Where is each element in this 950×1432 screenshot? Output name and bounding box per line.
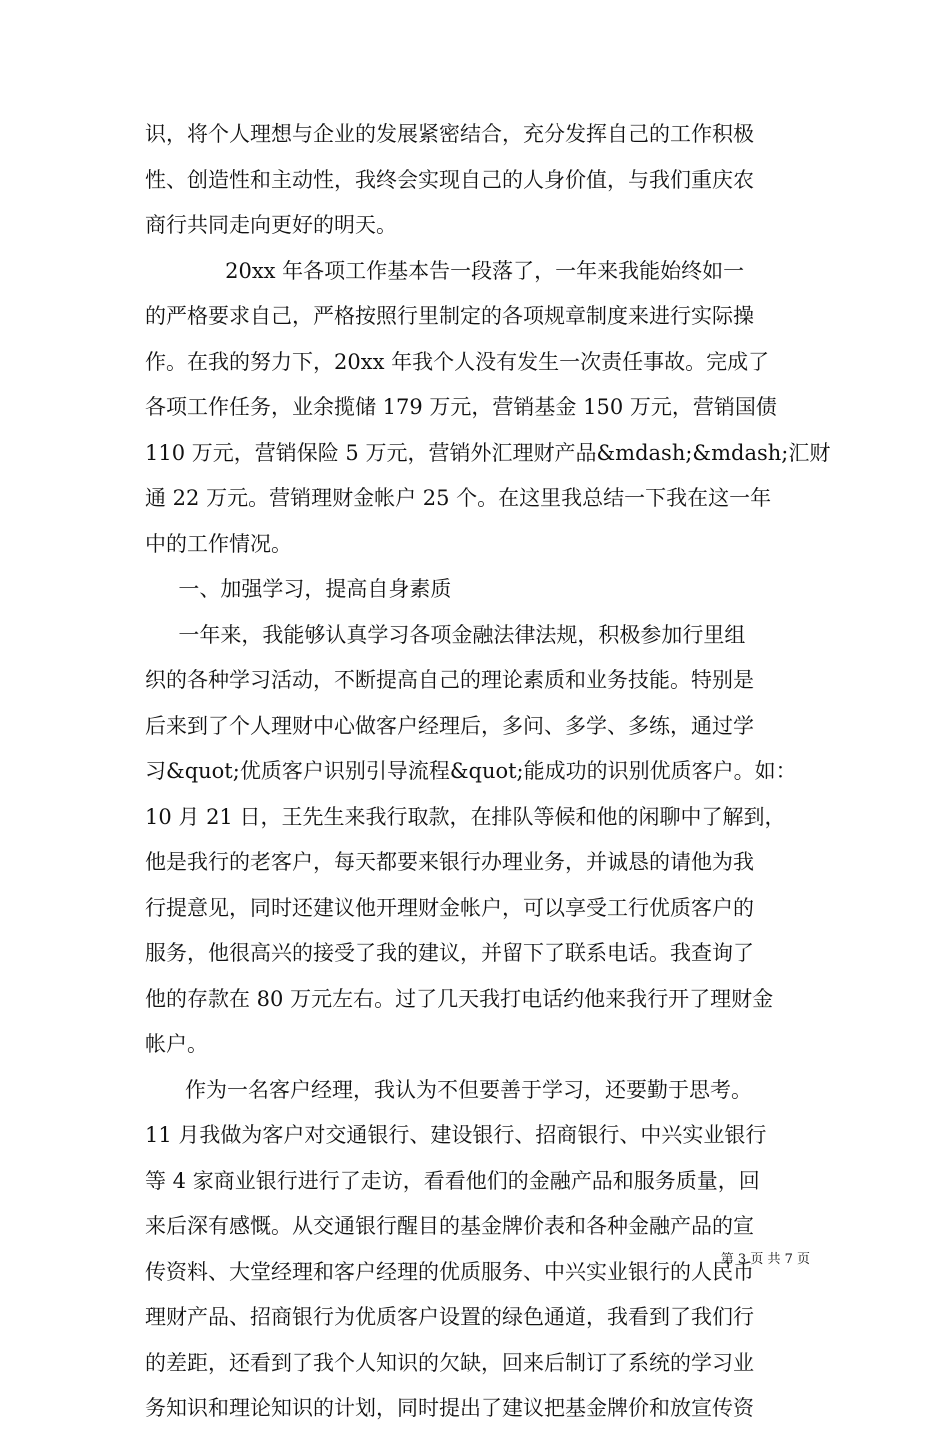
text-line: 他的存款在 80 万元左右。过了几天我打电话约他来我行开了理财金: [145, 986, 774, 1011]
text-line: 性、创造性和主动性，我终会实现自己的人身价值，与我们重庆农: [145, 167, 754, 192]
text-line: 一年来，我能够认真学习各项金融法律法规，积极参加行里组: [145, 622, 746, 647]
text-line: 来后深有感慨。从交通银行醒目的基金牌价表和各种金融产品的宣: [145, 1214, 754, 1238]
page-number-footer: 第 3 页 共 7 页: [720, 1252, 810, 1267]
body-text: [145, 112, 831, 1432]
text-line: 各项工作任务，业余揽储 179 万元，营销基金 150 万元，营销国债: [145, 395, 777, 419]
text-line: 的差距，还看到了我个人知识的欠缺，回来后制订了系统的学习业: [145, 1350, 754, 1375]
text-line: 行提意见，同时还建议他开理财金帐户，可以享受工行优质客户的: [145, 895, 754, 920]
text-line: 他是我行的老客户，每天都要来银行办理业务，并诚恳的请他为我: [145, 850, 754, 874]
text-line: 习&quot;优质客户识别引导流程&quot;能成功的识别优质客户。如：: [145, 759, 797, 783]
text-line: 10 月 21 日，王先生来我行取款，在排队等候和他的闲聊中了解到，: [145, 804, 786, 829]
text-line: 传资料、大堂经理和客户经理的优质服务、中兴实业银行的人民币: [145, 1259, 754, 1284]
text-line: 通 22 万元。营销理财金帐户 25 个。在这里我总结一下我在这一年: [145, 486, 772, 510]
text-line: 等 4 家商业银行进行了走访，看看他们的金融产品和服务质量，回: [145, 1168, 760, 1193]
text-line: 服务，他很高兴的接受了我的建议，并留下了联系电话。我查询了: [145, 941, 754, 965]
text-line: 一、加强学习，提高自身素质: [145, 577, 452, 601]
text-line: 作为一名客户经理，我认为不但要善于学习，还要勤于思考。: [145, 1077, 753, 1102]
text-line: 后来到了个人理财中心做客户经理后，多问、多学、多练，通过学: [145, 713, 754, 738]
text-line: 中的工作情况。: [145, 531, 292, 556]
text-line: 帐户。: [145, 1032, 208, 1056]
text-line: 的严格要求自己，严格按照行里制定的各项规章制度来进行实际操: [145, 304, 754, 328]
text-line: 11 月我做为客户对交通银行、建设银行、招商银行、中兴实业银行: [145, 1123, 767, 1147]
text-line: 识，将个人理想与企业的发展紧密结合，充分发挥自己的工作积极: [145, 122, 754, 146]
text-line: 作。在我的努力下，20xx 年我个人没有发生一次责任事故。完成了: [145, 349, 770, 374]
text-line: 务知识和理论知识的计划，同时提出了建议把基金牌价和放宣传资: [145, 1396, 754, 1420]
text-line: 商行共同走向更好的明天。: [145, 213, 397, 237]
text-line: 20xx 年各项工作基本告一段落了，一年来我能始终如一: [145, 258, 745, 283]
text-line: 织的各种学习活动，不断提高自己的理论素质和业务技能。特别是: [145, 668, 754, 692]
text-line: 理财产品、招商银行为优质客户设置的绿色通道，我看到了我们行: [145, 1305, 754, 1329]
text-line: 110 万元，营销保险 5 万元，营销外汇理财产品&mdash;&mdash;汇财: [145, 440, 831, 465]
